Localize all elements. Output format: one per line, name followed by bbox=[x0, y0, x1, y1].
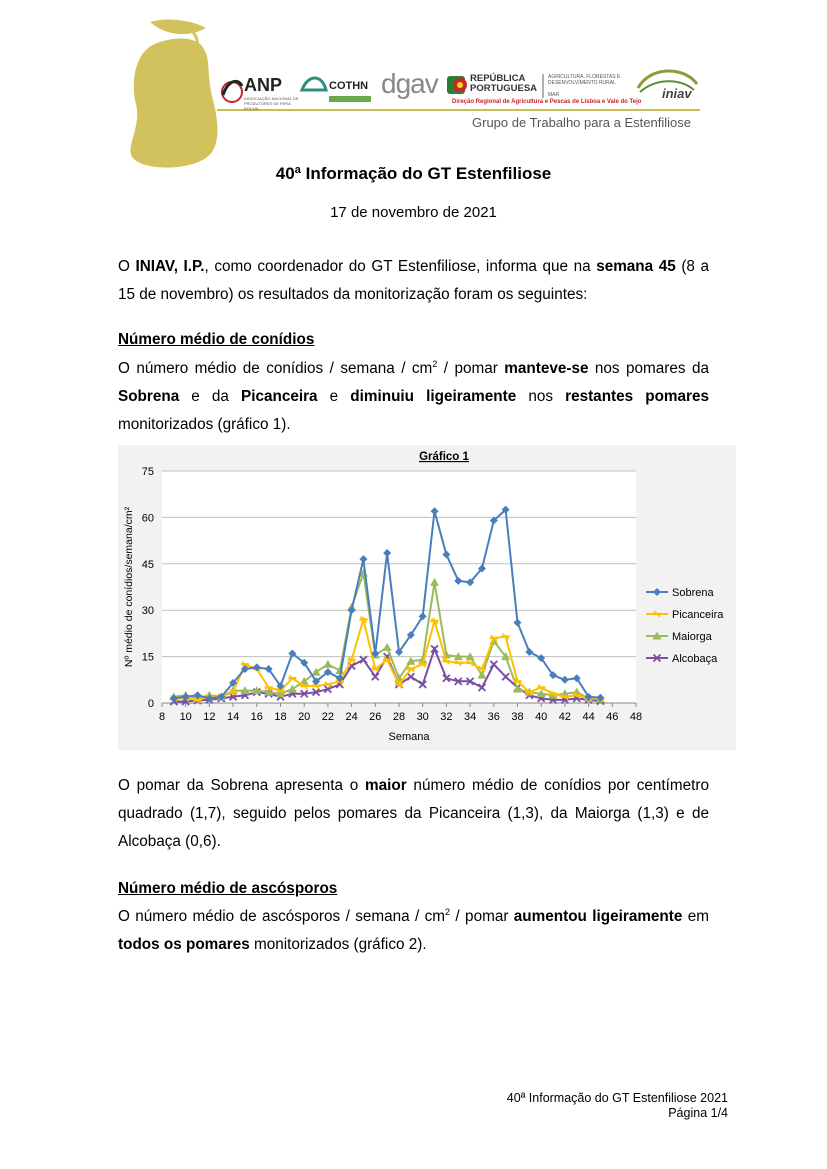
footer-document-name: 40ª Informação do GT Estenfiliose 2021 bbox=[506, 1091, 728, 1105]
x-tick-label: 24 bbox=[345, 711, 358, 723]
x-tick-label: 10 bbox=[179, 711, 192, 723]
ministry-mar: MAR bbox=[548, 92, 560, 98]
iniav-logo: iniav bbox=[662, 86, 692, 101]
x-tick-label: 32 bbox=[440, 711, 453, 723]
x-tick-label: 34 bbox=[463, 711, 477, 723]
x-tick-label: 28 bbox=[392, 711, 406, 723]
x-tick-label: 20 bbox=[298, 711, 311, 723]
x-tick-label: 12 bbox=[203, 711, 216, 723]
group-title: Grupo de Trabalho para a Estenfiliose bbox=[472, 115, 691, 130]
x-tick-label: 48 bbox=[629, 711, 643, 723]
pear-leaf-icon bbox=[150, 20, 206, 35]
y-axis-label: Nº médio de conídios/semana/cm² bbox=[123, 506, 135, 668]
y-tick-label: 30 bbox=[141, 605, 154, 618]
y-tick-label: 60 bbox=[141, 512, 154, 525]
x-tick-label: 8 bbox=[158, 711, 166, 723]
y-tick-label: 75 bbox=[141, 466, 154, 478]
x-axis-label: Semana bbox=[388, 731, 430, 743]
x-tick-label: 46 bbox=[606, 711, 619, 723]
section-heading-ascosporos: Número médio de ascósporos bbox=[118, 880, 338, 897]
chart-svg bbox=[118, 445, 736, 750]
dgav-logo: dgav bbox=[381, 68, 438, 99]
drap-name: Direção Regional de Agricultura e Pescas de Lisboa e Vale do Tejo bbox=[452, 99, 642, 105]
conidios-ranking-paragraph: O pomar da Sobrena apresenta o maior número médio de conídios por centímetro quadrado (1,7), seguido pelos pomares da Picanceira (1,3), da Maiorga (1,3) e de Alcobaça (0,6). bbox=[118, 777, 709, 850]
x-tick-label: 26 bbox=[369, 711, 382, 723]
y-tick-label: 15 bbox=[141, 651, 154, 664]
x-tick-label: 44 bbox=[582, 711, 595, 723]
legend-label-sobrena: Sobrena bbox=[672, 587, 714, 599]
legend-label-picanceira: Picanceira bbox=[672, 609, 724, 621]
ministry-name: AGRICULTURA, FLORESTAS E DESENVOLVIMENTO RURAL bbox=[548, 74, 621, 86]
x-tick-label: 30 bbox=[416, 711, 429, 723]
x-tick-label: 16 bbox=[250, 711, 263, 723]
x-tick-label: 36 bbox=[487, 711, 500, 723]
section-heading-conidios: Número médio de conídios bbox=[118, 331, 315, 348]
chart-title: Gráfico 1 bbox=[419, 451, 469, 463]
y-tick-label: 45 bbox=[141, 558, 154, 571]
anp-subtitle: ASSOCIAÇÃO NACIONAL DE PRODUTORES DE PERA ROCHA bbox=[244, 96, 299, 111]
data-point bbox=[653, 588, 661, 596]
x-tick-label: 38 bbox=[511, 711, 524, 723]
page-header bbox=[0, 0, 827, 170]
x-tick-label: 22 bbox=[321, 711, 335, 723]
x-tick-label: 18 bbox=[274, 711, 287, 723]
republica-logo-line2: PORTUGUESA bbox=[470, 83, 538, 94]
legend-label-maiorga: Maiorga bbox=[672, 631, 712, 643]
x-tick-label: 42 bbox=[558, 711, 572, 723]
legend-label-alcobaça: Alcobaça bbox=[672, 653, 718, 665]
x-tick-label: 40 bbox=[535, 711, 548, 723]
document-title: 40ª Informação do GT Estenfiliose bbox=[275, 164, 552, 183]
plot-area bbox=[162, 471, 636, 703]
chart-1 bbox=[118, 445, 736, 750]
anp-logo: ANP bbox=[244, 75, 283, 95]
republica-logo-line1: REPÚBLICA bbox=[470, 73, 526, 84]
x-tick-label: 14 bbox=[226, 711, 240, 723]
cothn-logo: COTHN bbox=[329, 80, 369, 92]
pear-logo-icon bbox=[131, 39, 218, 168]
intro-paragraph: O INIAV, I.P., como coordenador do GT Estenfiliose, informa que na semana 45 (8 a 15 de novembro) os resultados da monitorização foram os seguintes: bbox=[118, 258, 709, 303]
document-date: 17 de novembro de 2021 bbox=[330, 204, 497, 221]
page-footer bbox=[507, 1091, 728, 1121]
conidios-paragraph: O número médio de conídios / semana / $cm^2$ / pomar manteve-se nos pomares da Sobrena e da Picanceira e diminuiu ligeiramente nos restantes pomares monitorizados (gráfico 1). bbox=[118, 358, 710, 433]
ascosporos-paragraph: O número médio de ascósporos / semana / $cm^2$ / pomar aumentou ligeiramente em todos os pomares monitorizados (gráfico 2). bbox=[118, 906, 710, 953]
footer-page-number: Página 1/4 bbox=[668, 1106, 728, 1120]
y-tick-label: 0 bbox=[147, 698, 154, 710]
